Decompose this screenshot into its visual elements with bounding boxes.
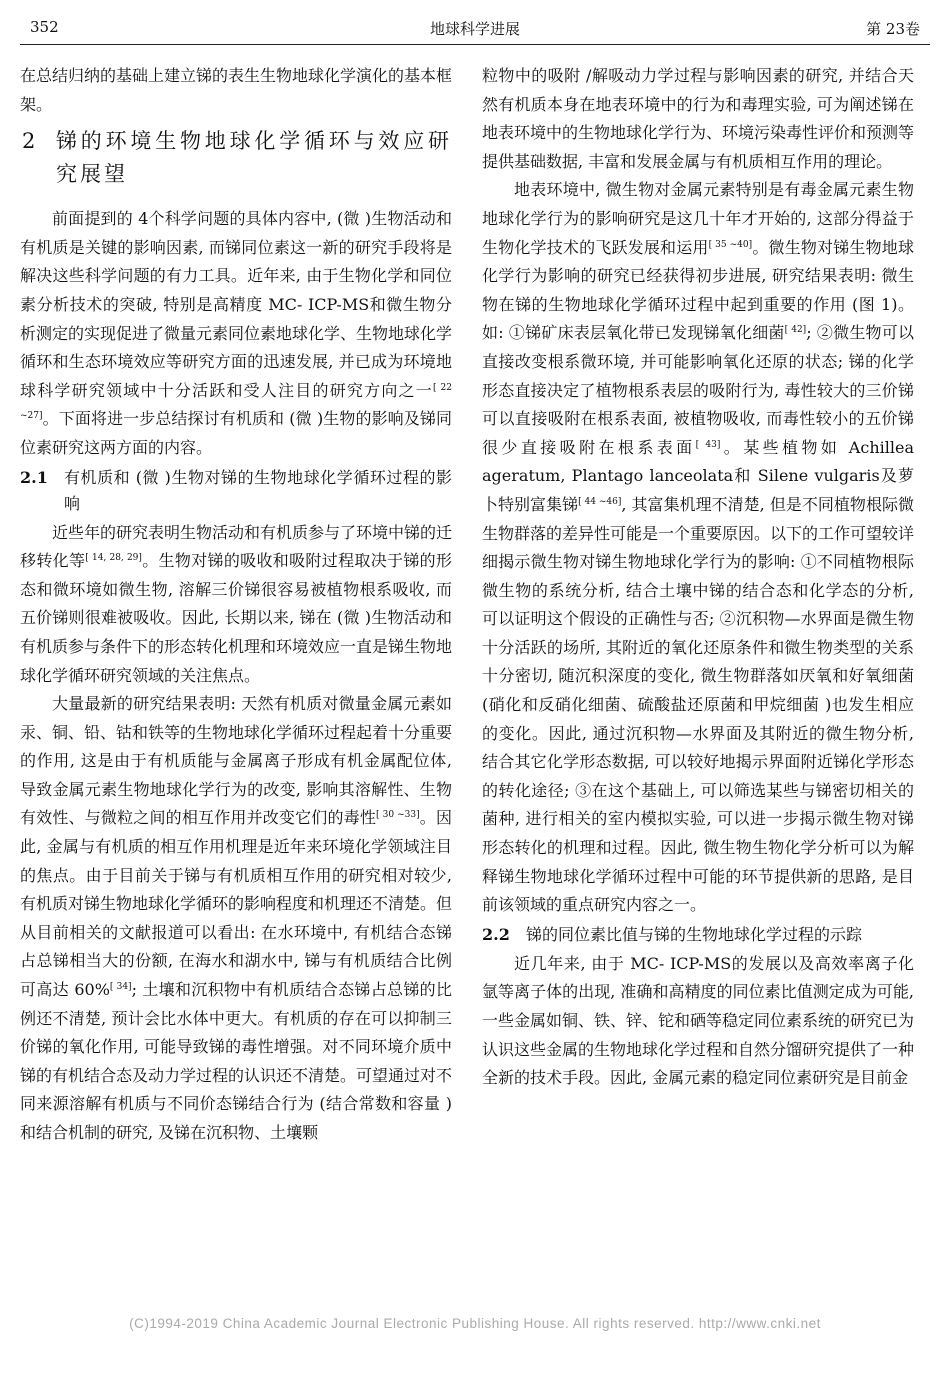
citation: [ 43]: [695, 439, 721, 450]
paragraph: 在总结归纳的基础上建立锑的表生生物地球化学演化的基本框架。: [20, 66, 453, 114]
copyright-watermark: (C)1994-2019 China Academic Journal Electronic Publishing House. All rights reserved. http://www.cnki.net: [129, 1316, 821, 1331]
citation: [ 35 ~40]: [708, 239, 753, 250]
citation: [ 22 ~27]: [20, 382, 452, 422]
right-column: [482, 62, 914, 1093]
paragraph: 近些年的研究表明生物活动和有机质参与了环境中锑的迁移转化等[ 14, 28, 29]。生物对锑的吸收和吸附过程取决于锑的形态和微环境如微生物, 溶解三价锑很容易被植物根系吸收, 而五价锑则很难被吸收。因此, 长期以来, 锑在 (微 )生物活动和有机质参与条件下的形态转化机理和环境效应一直是锑生物地球化学循环研究领域的关注焦点。: [20, 522, 453, 685]
subsection-number: 2.2: [482, 924, 510, 944]
paragraph: 近几年来, 由于 MC- ICP-MS的发展以及高效率离子化氩等离子体的出现, 准确和高精度的同位素比值测定成为可能, 一些金属如铜、铁、锌、铊和硒等稳定同位素系统的研究已为认识这些金属的生物地球化学过程和自然分馏研究提供了一种全新的技术手段。因此, 金属元素的稳定同位素研究是目前金: [482, 953, 915, 1088]
page-number: 352: [30, 18, 59, 36]
paragraph: 前面提到的 4个科学问题的具体内容中, (微 )生物活动和有机质是关键的影响因素, 而锑同位素这一新的研究手段将是解决这些科学问题的有力工具。近年来, 由于生物化学和同位素分析技术的突破, 特别是高精度 MC- ICP-MS和微生物分析测定的实现促进了微量元素同位素地球化学、生物地球化学循环和生态环境效应等研究方面的迅速发展, 并已成为环境地球科学研究领域中十分活跃和受人注目的研究方向之一[ 22 ~27]。下面将进一步总结探讨有机质和 (微 )生物的影响及锑同位素研究这两方面的内容。: [20, 209, 453, 457]
paragraph: 地表环境中, 微生物对金属元素特别是有毒金属元素生物地球化学行为的影响研究是这几十年才开始的, 这部分得益于生物化学技术的飞跃发展和运用[ 35 ~40]。微生物对锑生物地球化学行为影响的研究已经获得初步进展, 研究结果表明: 微生物在锑的生物地球化学循环过程中起到重要的作用 (图 1)。如: ①锑矿床表层氧化带已发现锑氧化细菌[ 42]; ②微生物可以直接改变根系微环境, 并可能影响氧化还原的状态; 锑的化学形态直接决定了植物根系表层的吸附行为, 毒性较大的三价锑可以直接吸附在根系表面, 被植物吸收, 而毒性较小的五价锑很少直接吸附在根系表面[ 43]。某些植物如 Achillea ageratum, Plantago lanceolata和 Silene vulgaris及萝卜特别富集锑[ 44 ~46], 其富集机理不清楚, 但是不同植物根际微生物群落的差异性可能是一个重要原因。以下的工作可望较详细揭示微生物对锑生物地球化学行为的影响: ①不同植物根际微生物的系统分析, 结合土壤中锑的结合态和化学态的分析, 可以证明这个假设的正确性与否; ②沉积物—水界面是微生物十分活跃的场所, 其附近的氧化还原条件和微生物类型的关系十分密切, 随沉积深度的变化, 微生物群落如厌氧和好氧细菌 (硝化和反硝化细菌、硫酸盐还原菌和甲烷细菌 )也发生相应的变化。因此, 通过沉积物—水界面及其附近的微生物分析, 结合其它化学形态数据, 可以较好地揭示界面附近锑化学形态的转化途径; ③在这个基础上, 可以筛选某些与锑密切相关的菌种, 进行相关的室内模拟实验, 可以进一步揭示微生物对锑形态转化的机理和过程。因此, 微生物生物化学分析可以为解释锑生物地球化学循环过程中可能的环节提供新的思路, 是目前该领域的重点研究内容之一。: [482, 180, 915, 915]
citation: [ 14, 28, 29]: [85, 553, 142, 564]
header-rule: [20, 44, 930, 45]
section-number: 2: [22, 129, 39, 154]
subsection-heading: [482, 922, 914, 948]
journal-title: 地球科学进展: [429, 20, 520, 38]
running-header: [30, 18, 920, 46]
subsection-title: 锑的同位素比值与锑的生物地球化学过程的示踪: [526, 924, 863, 944]
volume-label: 第 23卷: [866, 20, 920, 38]
subsection-heading: [20, 465, 452, 517]
paragraph: 粒物中的吸附 /解吸动力学过程与影响因素的研究, 并结合天然有机质本身在地表环境中的行为和毒理实验, 可为阐述锑在地表环境中的生物地球化学行为、环境污染毒性评价和预测等提供基础数据, 丰富和发展金属与有机质相互作用的理论。: [482, 66, 915, 171]
left-column: [20, 62, 452, 1148]
subsection-number: 2.1: [20, 467, 48, 487]
section-heading: [20, 125, 452, 191]
citation: [ 42]: [784, 325, 807, 336]
citation: [ 44 ~46]: [578, 496, 622, 507]
citation: [ 30 ~33]: [376, 810, 420, 821]
subsection-title: 有机质和 (微 )生物对锑的生物地球化学循环过程的影响: [64, 467, 452, 513]
paragraph: 大量最新的研究结果表明: 天然有机质对微量金属元素如汞、铜、铅、钴和铁等的生物地球化学循环过程起着十分重要的作用, 这是由于有机质能与金属离子形成有机金属配位体, 导致金属元素生物地球化学行为的改变, 影响其溶解性、生物有效性、与微粒之间的相互作用并改变它们的毒性[ 30 ~33]。因此, 金属与有机质的相互作用机理是近年来环境化学领域注目的焦点。由于目前关于锑与有机质相互作用的研究相对较少, 有机质对锑生物地球化学循环的影响程度和机理还不清楚。但从目前相关的文献报道可以看出: 在水环境中, 有机结合态锑占总锑相当大的份额, 在海水和湖水中, 锑与有机质结合比例可高达 60%[ 34]; 土壤和沉积物中有机质结合态锑占总锑的比例还不清楚, 预计会比水体中更大。有机质的存在可以抑制三价锑的氧化作用, 可能导致锑的毒性增强。对不同环境介质中锑的有机结合态及动力学过程的认识还不清楚。可望通过对不同来源溶解有机质与不同价态锑结合行为 (结合常数和容量 )和结合机制的研究, 及锑在沉积物、土壤颗: [20, 694, 453, 1142]
section-title: 锑的环境生物地球化学循环与效应研究展望: [56, 129, 452, 187]
citation: [ 34]: [109, 982, 132, 993]
